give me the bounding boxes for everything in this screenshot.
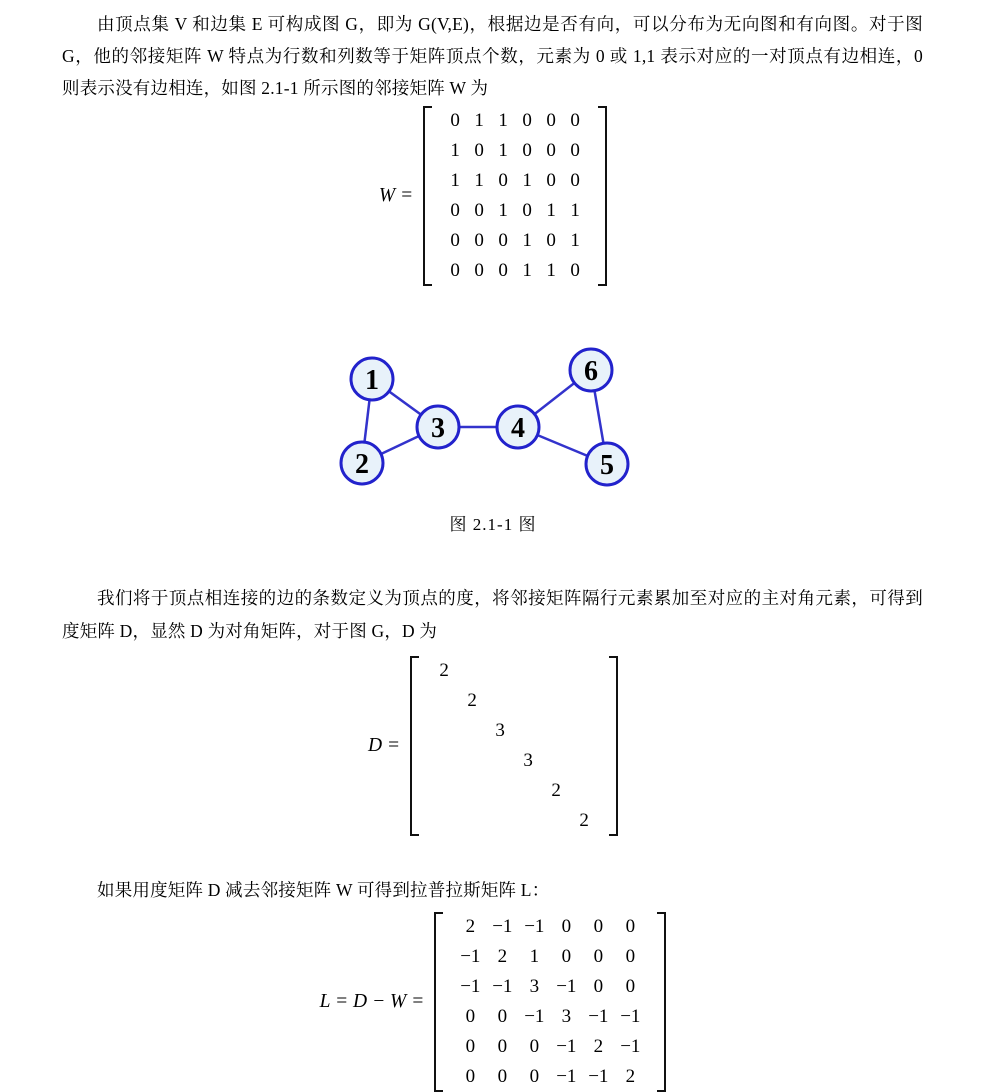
- matrix-cell: 0: [546, 110, 556, 131]
- matrix-cell: 1: [498, 140, 508, 161]
- matrix-cell: 1: [570, 200, 580, 221]
- matrix-cell: 0: [546, 170, 556, 191]
- matrix-cell: 0: [570, 260, 580, 281]
- matrix-cell: 0: [498, 260, 508, 281]
- matrix-cell: 0: [570, 170, 580, 191]
- matrix-cell: 0: [465, 1036, 476, 1057]
- matrix-cell: −1: [524, 1006, 545, 1027]
- matrix-cell: 0: [561, 946, 572, 967]
- matrix-cell: 2: [593, 1036, 604, 1057]
- matrix-cell: −1: [492, 976, 513, 997]
- graph-node-label-4: 4: [511, 413, 525, 444]
- matrix-cell: 3: [529, 976, 540, 997]
- matrix-cell: 0: [465, 1066, 476, 1087]
- graph-figure-svg: [330, 338, 670, 498]
- matrix-cell: 0: [593, 916, 604, 937]
- matrix-cell: 0: [625, 916, 636, 937]
- matrix-cell: 1: [529, 946, 540, 967]
- matrix-cell: 0: [450, 260, 460, 281]
- matrix-cell: 0: [546, 230, 556, 251]
- matrix-cell: −1: [588, 1066, 609, 1087]
- matrix-left-bracket: [423, 106, 432, 286]
- matrix-cell: 0: [498, 170, 508, 191]
- matrix-cell: 0: [474, 260, 484, 281]
- matrix-cell: 2: [579, 810, 589, 831]
- matrix-cell: 0: [593, 976, 604, 997]
- matrix-cell: 1: [450, 170, 460, 191]
- matrix-cell: −1: [620, 1006, 641, 1027]
- matrix-cell: 0: [625, 946, 636, 967]
- matrix-cell: 1: [474, 110, 484, 131]
- matrix-cell: −1: [620, 1036, 641, 1057]
- matrix-cell: −1: [556, 1036, 577, 1057]
- matrix-right-bracket: [657, 912, 666, 1092]
- matrix-cell: 2: [625, 1066, 636, 1087]
- matrix-cell: 0: [529, 1036, 540, 1057]
- matrix-l-label: L = D − W =: [319, 991, 425, 1012]
- matrix-cell: −1: [460, 946, 481, 967]
- paragraph-graph-definition: 由顶点集 V 和边集 E 可构成图 G，即为 G(V,E)，根据边是否有向，可以分布为无向图和有向图。对于图 G，他的邻接矩阵 W 特点为行数和列数等于矩阵顶点个数，元素为 0 或 1,1 表示对应的一对顶点有边相连，0 则表示没有边相连，如图 2.1-1 所示图的邻接矩阵 W 为: [62, 14, 923, 98]
- matrix-w-label: W =: [378, 185, 414, 206]
- matrix-cell: 0: [474, 140, 484, 161]
- matrix-cell: 1: [546, 260, 556, 281]
- matrix-d-grid: [419, 656, 609, 836]
- matrix-left-bracket: [410, 656, 419, 836]
- matrix-cell: −1: [556, 976, 577, 997]
- graph-node-label-1: 1: [365, 365, 379, 396]
- matrix-cell: 0: [522, 200, 532, 221]
- equation-adjacency-matrix-w: [0, 106, 986, 286]
- graph-figure: [330, 338, 670, 498]
- matrix-cell: 0: [497, 1066, 508, 1087]
- matrix-cell: 2: [467, 690, 477, 711]
- matrix-l-grid: [443, 912, 657, 1092]
- matrix-cell: 1: [450, 140, 460, 161]
- matrix-cell: 0: [497, 1036, 508, 1057]
- matrix-cell: 1: [474, 170, 484, 191]
- graph-node-label-3: 3: [431, 413, 445, 444]
- matrix-cell: −1: [524, 916, 545, 937]
- matrix-cell: 0: [497, 1006, 508, 1027]
- matrix-cell: 1: [570, 230, 580, 251]
- matrix-cell: 0: [498, 230, 508, 251]
- matrix-cell: 2: [439, 660, 449, 681]
- equation-laplacian-matrix-l: [0, 912, 986, 1092]
- matrix-d-label: D =: [367, 735, 401, 756]
- matrix-cell: 1: [522, 230, 532, 251]
- matrix-cell: 0: [450, 230, 460, 251]
- matrix-cell: 2: [497, 946, 508, 967]
- matrix-left-bracket: [434, 912, 443, 1092]
- matrix-cell: 0: [450, 110, 460, 131]
- matrix-cell: 0: [474, 230, 484, 251]
- equation-degree-matrix-d: [0, 656, 986, 836]
- matrix-cell: 0: [522, 140, 532, 161]
- paragraph-degree-matrix: 我们将于顶点相连接的边的条数定义为顶点的度，将邻接矩阵隔行元素累加至对应的主对角元素，可得到度矩阵 D，显然 D 为对角矩阵，对于图 G，D 为: [62, 588, 923, 641]
- figure-caption: 图 2.1-1 图: [449, 515, 537, 534]
- matrix-cell: 0: [522, 110, 532, 131]
- matrix-cell: −1: [556, 1066, 577, 1087]
- graph-node-label-2: 2: [355, 449, 369, 480]
- matrix-cell: 0: [570, 110, 580, 131]
- matrix-cell: 0: [561, 916, 572, 937]
- matrix-cell: 1: [522, 170, 532, 191]
- matrix-cell: 2: [551, 780, 561, 801]
- matrix-right-bracket: [609, 656, 618, 836]
- paragraph-laplacian-intro: 如果用度矩阵 D 减去邻接矩阵 W 可得到拉普拉斯矩阵 L：: [97, 880, 550, 900]
- matrix-cell: 3: [523, 750, 533, 771]
- matrix-cell: 3: [561, 1006, 572, 1027]
- matrix-cell: 1: [498, 110, 508, 131]
- matrix-cell: 0: [474, 200, 484, 221]
- graph-node-label-6: 6: [584, 356, 598, 387]
- matrix-cell: 1: [546, 200, 556, 221]
- matrix-cell: 0: [450, 200, 460, 221]
- graph-node-label-5: 5: [600, 450, 614, 481]
- matrix-cell: 2: [465, 916, 476, 937]
- matrix-cell: 0: [546, 140, 556, 161]
- matrix-w-grid: [432, 106, 598, 286]
- matrix-cell: 0: [625, 976, 636, 997]
- matrix-cell: −1: [460, 976, 481, 997]
- matrix-cell: 0: [570, 140, 580, 161]
- matrix-cell: −1: [492, 916, 513, 937]
- matrix-cell: 1: [498, 200, 508, 221]
- matrix-right-bracket: [598, 106, 607, 286]
- matrix-cell: 1: [522, 260, 532, 281]
- matrix-cell: 0: [593, 946, 604, 967]
- matrix-cell: 3: [495, 720, 505, 741]
- matrix-cell: 0: [529, 1066, 540, 1087]
- matrix-cell: 0: [465, 1006, 476, 1027]
- matrix-cell: −1: [588, 1006, 609, 1027]
